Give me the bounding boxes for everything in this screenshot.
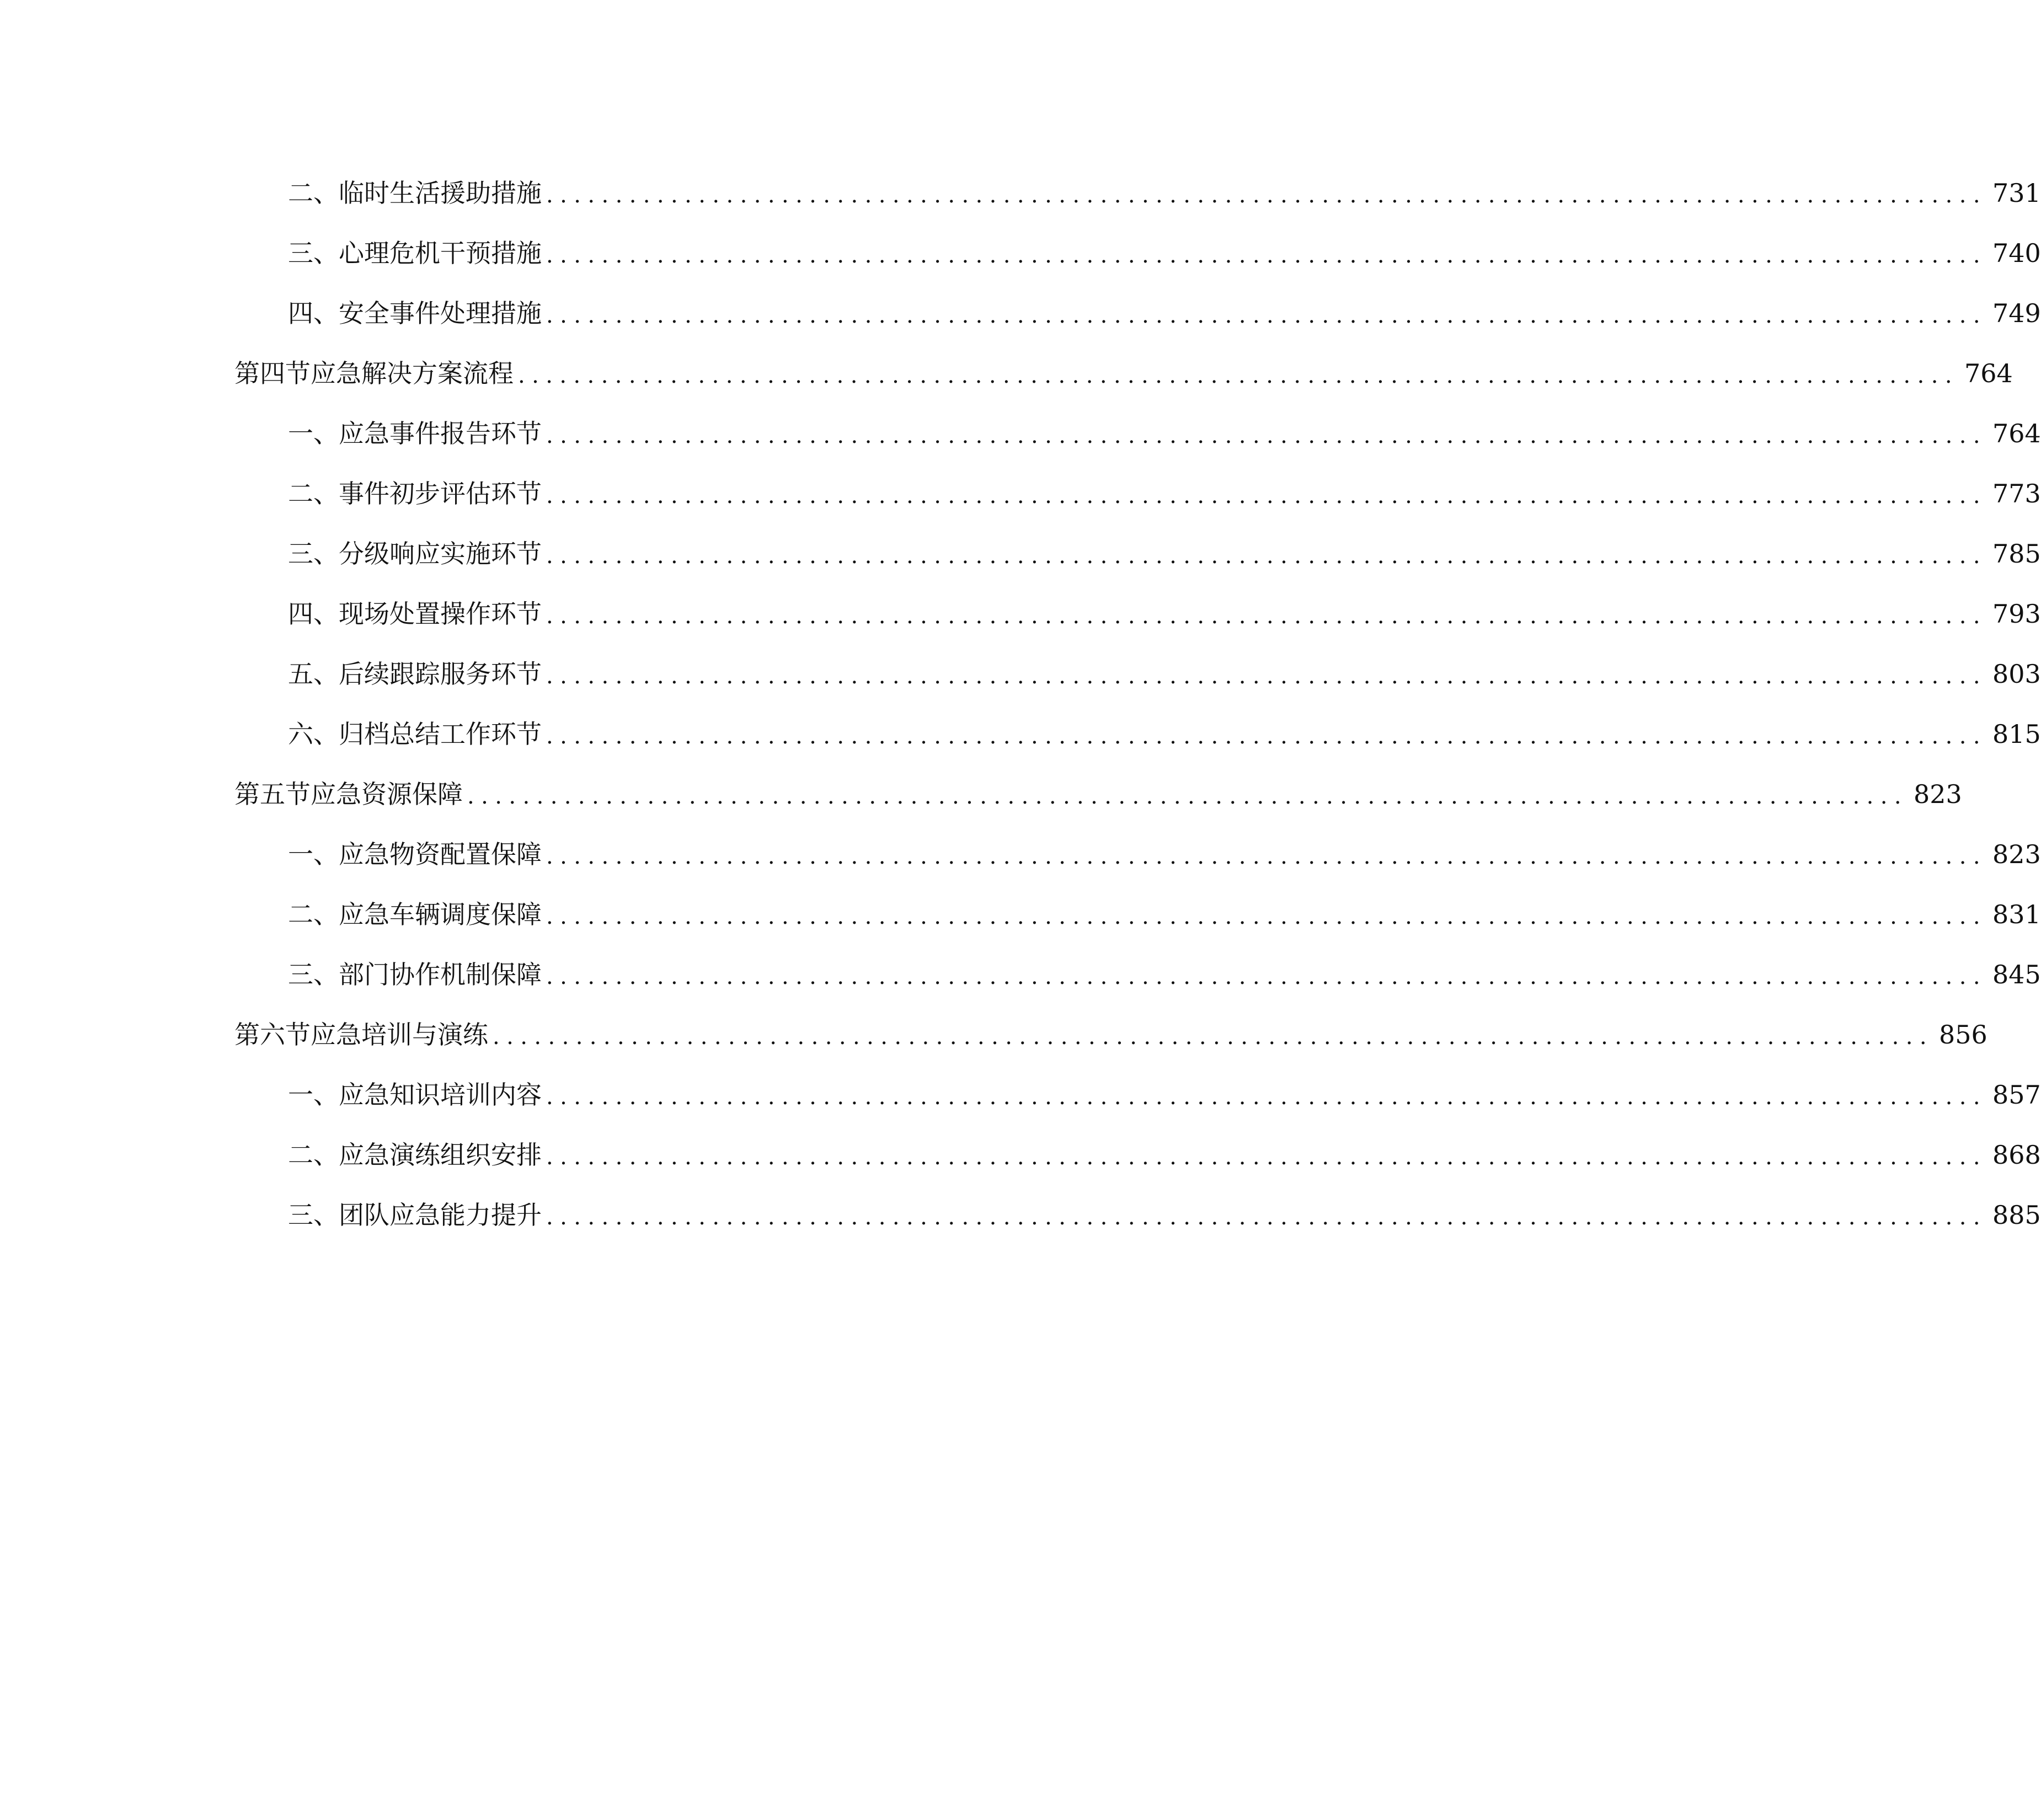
dot-leader: ........................................................................................................	[546, 1144, 1987, 1170]
toc-entry-page: 740	[1992, 238, 2041, 268]
dot-leader: ........................................................................................................	[546, 903, 1987, 929]
toc-entry-page: 803	[1992, 659, 2041, 689]
toc-entry-page: 785	[1992, 538, 2041, 569]
toc-entry-number: 二、	[288, 178, 339, 208]
toc-entry[interactable]	[0, 1125, 2041, 1185]
toc-entry-title: 应急演练组织安排	[339, 1139, 542, 1170]
toc-entry-page: 856	[1938, 1019, 1987, 1050]
toc-entry-page: 845	[1992, 959, 2041, 989]
dot-leader: ........................................................................................................	[546, 603, 1987, 629]
toc-entry[interactable]	[0, 463, 2041, 523]
toc-entry-number: 五、	[288, 659, 339, 689]
dot-leader: ........................................................................................................	[467, 783, 1908, 809]
toc-entry-page: 815	[1992, 719, 2041, 749]
toc-entry-page: 831	[1992, 899, 2041, 929]
toc-section-entry[interactable]	[0, 764, 1962, 824]
toc-entry-title: 应急知识培训内容	[339, 1079, 542, 1110]
toc-entry[interactable]	[0, 704, 2041, 764]
toc-entry-title: 后续跟踪服务环节	[339, 659, 542, 689]
toc-entry-page: 823	[1992, 839, 2041, 869]
toc-entry-title: 部门协作机制保障	[339, 959, 542, 989]
toc-entry-page: 764	[1964, 358, 2013, 388]
toc-entry-number: 二、	[288, 899, 339, 929]
toc-entry[interactable]	[0, 644, 2041, 704]
toc-entry-number: 三、	[288, 959, 339, 989]
toc-entry-number: 六、	[288, 719, 339, 749]
dot-leader: ........................................................................................................	[546, 483, 1987, 508]
toc-entry-page: 793	[1992, 598, 2041, 629]
toc-entry[interactable]	[0, 824, 2041, 884]
toc-entry[interactable]	[0, 163, 2041, 223]
toc-entry-title: 归档总结工作环节	[339, 719, 542, 749]
toc-entry-number: 二、	[288, 478, 339, 508]
toc-entry[interactable]	[0, 1064, 2041, 1125]
toc-entry-title: 安全事件处理措施	[339, 298, 542, 328]
dot-leader: ........................................................................................................	[546, 302, 1987, 328]
dot-leader: ........................................................................................................	[546, 663, 1987, 689]
toc-entry-title: 现场处置操作环节	[339, 598, 542, 629]
toc-entry[interactable]	[0, 944, 2041, 1004]
dot-leader: ........................................................................................................	[546, 543, 1987, 569]
toc-entry-number: 一、	[288, 1079, 339, 1110]
toc-section-entry[interactable]	[0, 343, 2013, 403]
toc-entry[interactable]	[0, 584, 2041, 644]
toc-entry-page: 773	[1992, 478, 2041, 508]
table-of-contents	[0, 163, 2041, 1245]
toc-entry-number: 三、	[288, 238, 339, 268]
dot-leader: ........................................................................................................	[546, 242, 1987, 268]
toc-entry-number: 三、	[288, 538, 339, 569]
toc-entry-number: 第六节	[234, 1019, 311, 1050]
toc-section-entry[interactable]	[0, 1004, 1987, 1064]
toc-entry[interactable]	[0, 523, 2041, 584]
toc-entry-page: 749	[1992, 298, 2041, 328]
toc-entry[interactable]	[0, 403, 2041, 463]
toc-entry-number: 四、	[288, 298, 339, 328]
toc-entry-title: 事件初步评估环节	[339, 478, 542, 508]
dot-leader: ........................................................................................................	[518, 362, 1959, 388]
toc-entry[interactable]	[0, 223, 2041, 283]
dot-leader: ........................................................................................................	[546, 723, 1987, 749]
toc-entry-title: 临时生活援助措施	[339, 178, 542, 208]
dot-leader: ........................................................................................................	[546, 843, 1987, 869]
dot-leader: ........................................................................................................	[546, 1204, 1987, 1230]
toc-entry-page: 731	[1992, 178, 2041, 208]
toc-entry-title: 应急解决方案流程	[311, 358, 514, 388]
dot-leader: ........................................................................................................	[546, 422, 1987, 448]
toc-entry-title: 应急物资配置保障	[339, 839, 542, 869]
toc-entry-title: 分级响应实施环节	[339, 538, 542, 569]
dot-leader: ........................................................................................................	[546, 963, 1987, 989]
toc-entry[interactable]	[0, 1185, 2041, 1245]
dot-leader: ........................................................................................................	[546, 1084, 1987, 1110]
toc-entry-title: 应急车辆调度保障	[339, 899, 542, 929]
dot-leader: ........................................................................................................	[493, 1024, 1933, 1050]
toc-entry-number: 第五节	[234, 779, 311, 809]
toc-entry-page: 885	[1992, 1200, 2041, 1230]
toc-entry-title: 应急事件报告环节	[339, 418, 542, 448]
toc-entry-number: 二、	[288, 1139, 339, 1170]
toc-entry-title: 应急培训与演练	[311, 1019, 488, 1050]
toc-entry-number: 一、	[288, 839, 339, 869]
toc-entry-title: 团队应急能力提升	[339, 1200, 542, 1230]
toc-entry-page: 868	[1992, 1139, 2041, 1170]
toc-entry-number: 三、	[288, 1200, 339, 1230]
toc-entry[interactable]	[0, 283, 2041, 343]
toc-entry-number: 一、	[288, 418, 339, 448]
toc-entry-title: 心理危机干预措施	[339, 238, 542, 268]
toc-entry-page: 857	[1992, 1079, 2041, 1110]
toc-entry-number: 四、	[288, 598, 339, 629]
toc-entry-number: 第四节	[234, 358, 311, 388]
dot-leader: ........................................................................................................	[546, 182, 1987, 208]
toc-entry[interactable]	[0, 884, 2041, 944]
toc-entry-page: 764	[1992, 418, 2041, 448]
toc-entry-title: 应急资源保障	[311, 779, 463, 809]
toc-entry-page: 823	[1913, 779, 1962, 809]
